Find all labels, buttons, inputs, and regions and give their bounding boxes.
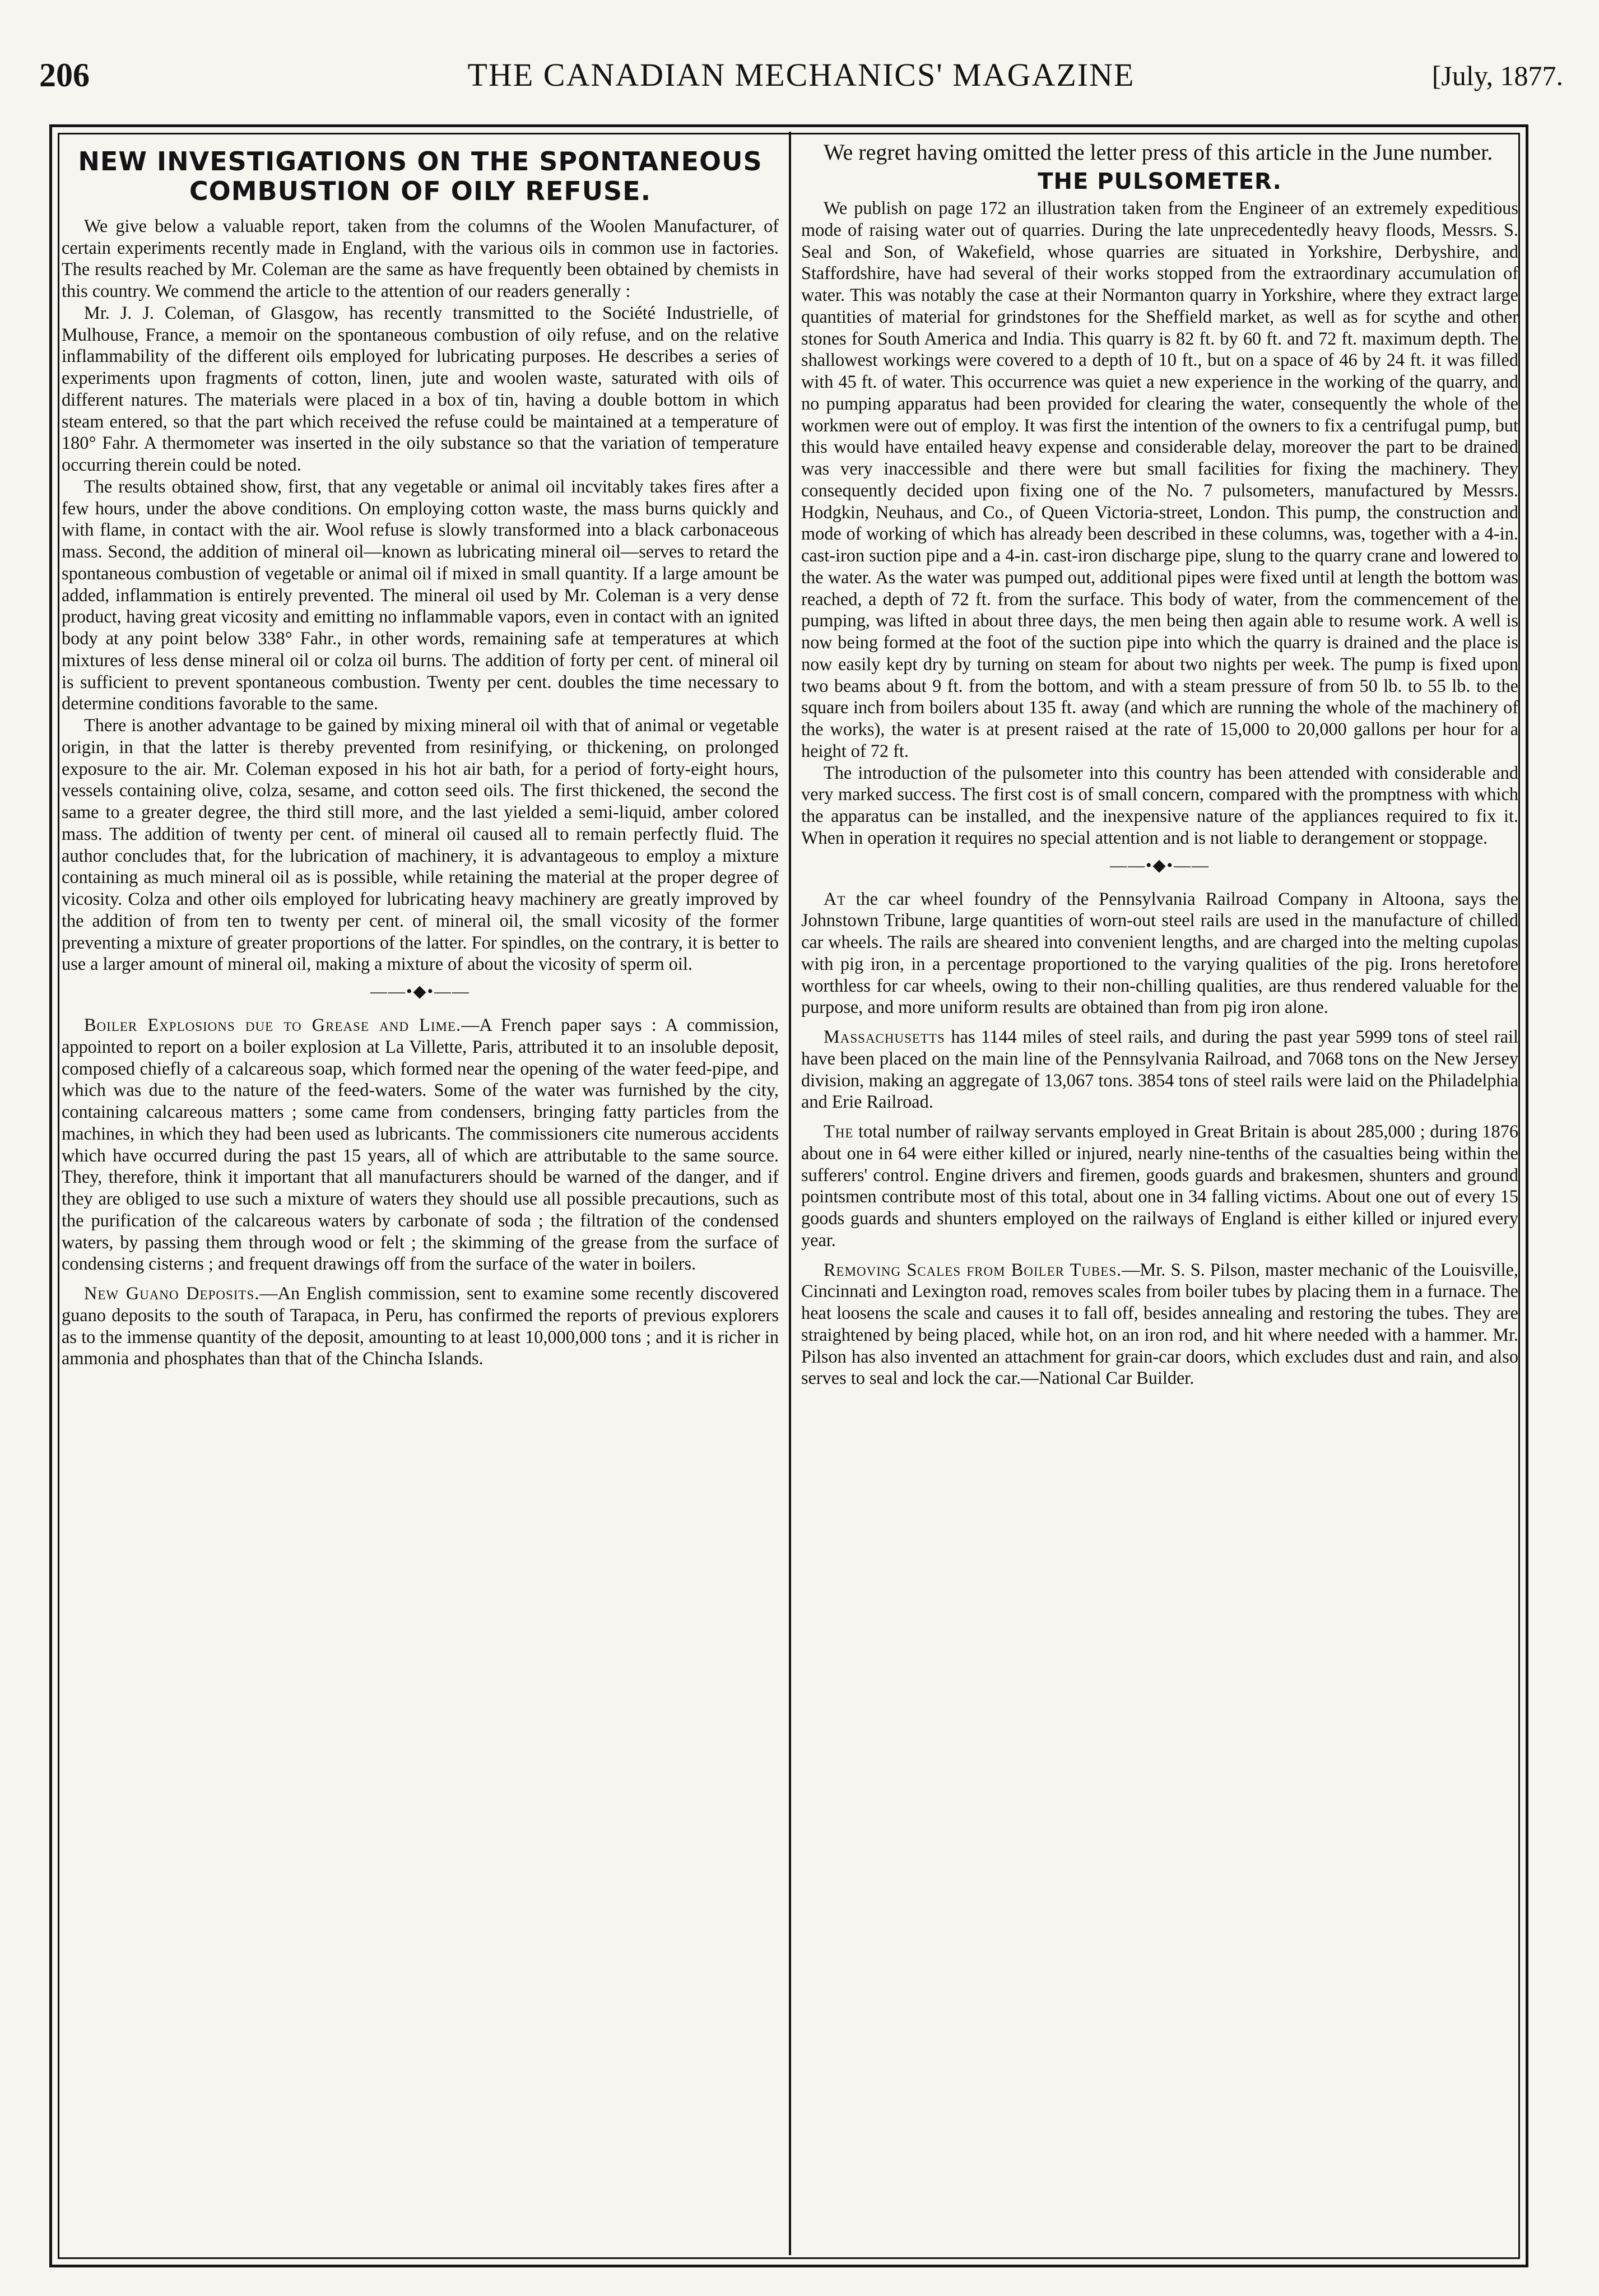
paragraph: The results obtained show, first, that any vegetable or animal oil incvitably takes fires after a few hours, under the above conditions. On employing cotton waste, the mass burns quickly and with flame, in contact with the air. Wool refuse is slowly transformed into a black carbonaceous mass. Second, the addition of mineral oil—known as lubricating mineral oil—serves to retard the spontaneous combustion of vegetable or animal oil if mixed in small quantity. If a large amount be added, inflammation is entirely prevented. The mineral oil used by Mr. Coleman is a very dense product, having great vicosity and emitting no inflammable vapors, even in contact with an ignited body at any point below 338° Fahr., in other words, remaining safe at temperatures at which mixtures of less dense mineral oil or colza oil burns. The addition of forty per cent. of mineral oil is sufficient to prevent spontaneous combustion. Twenty per cent. doubles the time necessary to determine conditions favorable to the same. (62, 476, 779, 714)
item-text: total number of railway servants employed in Great Britain is about 285,000 ; during 1876 about one in 64 were either killed or injured, nearly nine-tenths of the casualties being within the sufferers' control. Engine drivers and firemen, goods guards and brakesmen, shunters and ground pointsmen contribute most of this total, about one in 34 falling victims. About one out of every 15 goods guards and shunters employed on the railways of England is either killed or injured every year. (801, 1121, 1518, 1250)
item-text: —Mr. S. S. Pilson, master mechanic of the Louisville, Cincinnati and Lexington road, removes scales from boiler tubes by placing them in a furnace. The heat loosens the scale and causes it to fall off, besides annealing and restoring the tubes. They are straightened by being placed, while hot, on an iron rod, and hit where needed with a hammer. Mr. Pilson has also invented an attachment for grain-car doors, which excludes dust and rain, and also serves to seal and lock the car.—National Car Builder. (801, 1259, 1518, 1388)
page-number: 206 (39, 57, 90, 94)
boiler-explosions-item (62, 1014, 779, 1275)
left-column (62, 139, 779, 2251)
item-heading: Removing Scales from Boiler Tubes. (824, 1259, 1122, 1280)
item-heading: New Guano Deposits. (84, 1283, 260, 1304)
paragraph: The introduction of the pulsometer into this country has been attended with considerable and very marked success. The first cost is of small concern, compared with the promptness with which the apparatus can be installed, and the inexpensive nature of the appliances required to fix it. When in operation it requires no special attention and is not liable to derangement or stoppage. (801, 762, 1518, 848)
removing-scales-item (801, 1259, 1518, 1389)
running-title: THE CANADIAN MECHANICS' MAGAZINE (467, 57, 1135, 93)
car-wheel-item (801, 888, 1518, 1019)
right-column (801, 139, 1518, 2251)
item-heading: Boiler Explosions due to Grease and Lime. (84, 1015, 462, 1035)
article-title-pulsometer: THE PULSOMETER. (1038, 169, 1282, 194)
item-heading: The (824, 1121, 854, 1141)
editorial-note: We regret having omitted the letter press of this article in the June number. (824, 140, 1493, 165)
paragraph: Mr. J. J. Coleman, of Glasgow, has recently transmitted to the Société Industrielle, of Mulhouse, France, a memoir on the spontaneous combustion of oily refuse, and on the relative inflammability of the different oils employed for lubricating purposes. He describes a series of experiments upon fragments of cotton, linen, jute and woolen waste, saturated with oils of different natures. The materials were placed in a box of tin, having a double bottom in which steam entered, so that the part which received the refuse could be maintained at a temperature of 180° Fahr. A thermometer was inserted in the oily substance so that the variation of temperature occurring therein could be noted. (62, 302, 779, 475)
item-text: has 1144 miles of steel rails, and during the past year 5999 tons of steel rail have been placed on the main line of the Pennsylvania Railroad, and 7068 tons on the New Jersey division, making an aggregate of 13,067 tons. 3854 tons of steel rails were laid on the Philadelphia and Erie Railroad. (801, 1026, 1518, 1112)
item-heading: At (824, 888, 846, 909)
item-text: —A French paper says : A commission, appointed to report on a boiler explosion at La Villette, Paris, attributed it to an insoluble deposit, composed chiefly of a calcareous soap, which formed near the opening of the water feed-pipe, and which was due to the nature of the feed-waters. Some of the water was furnished by the city, containing calcareous matters ; some came from condensers, bringing fatty particles from the machines, in which they had been used as lubricants. The commissioners cite numerous accidents which have occurred during the past 15 years, all of which are attributable to the same source. They, therefore, think it important that all manufacturers should be warned of the danger, and if they are obliged to use such a mixture of waters they should use all possible precautions, such as the purification of the calcareous waters by carbonate of soda ; the filtration of the condensed waters, by passing them through wood or felt ; the skimming of the grease from the surface of condensing cisterns ; and frequent drawings off from the surface of the water in boilers. (62, 1015, 779, 1274)
section-ornament: ——•◆•—— (370, 982, 471, 1001)
section-ornament: ——•◆•—— (1109, 856, 1210, 875)
paragraph: We publish on page 172 an illustration taken from the Engineer of an extremely expeditious mode of raising water out of quarries. During the late unprecedentedly heavy floods, Messrs. S. Seal and Son, of Wakefield, whose quarries are situated in Yorkshire, Derbyshire, and Staffordshire, have had several of their works stopped from the extraordinary accumulation of water. This was notably the case at their Normanton quarry in Yorkshire, where they extract large quantities of material for grindstones for the Sheffield market, as well as for scythe and other stones for South America and India. This quarry is 82 ft. by 60 ft. and 72 ft. maximum depth. The shallowest workings were covered to a depth of 10 ft., but on a space of 46 by 24 ft. it was filled with 45 ft. of water. This occurrence was quiet a new experience in the working of the quarry, and no pumping apparatus had been provided for clearing the water, consequently the whole of the workmen were out of employ. It was first the intention of the owners to fix a centrifugal pump, but this would have entailed heavy expense and considerable delay, moreover the part to be drained was very inaccessible and there were but small facilities for fixing the machinery. They consequently decided upon fixing one of the No. 7 pulsometers, manufactured by Messrs. Hodgkin, Neuhaus, and Co., of Queen Victoria-street, London. This pump, the construction and mode of working of which has already been described in these columns, was, together with a 4-in. cast-iron suction pipe and a 4-in. cast-iron discharge pipe, slung to the quarry crane and lowered to the water. As the water was pumped out, additional pipes were fixed until at length the bottom was reached, a depth of 72 ft. from the surface. This body of water, from the commencement of the pumping, was lifted in about three days, the men being then again able to resume work. A well is now being formed at the foot of the suction pipe into which the quarry is drained and the place is now easily kept dry by turning on steam for about two nights per week. The pump is fixed upon two beams about 9 ft. from the bottom, and with a steam pressure of from 50 lb. to 55 lb. to the square inch from boilers about 135 ft. away (and which are running the whole of the machinery of the works), the water is at present raised at the rate of 15,000 to 20,000 gallons per hour for a height of 72 ft. (801, 198, 1518, 761)
column-divider (789, 132, 791, 2255)
issue-date: [July, 1877. (1431, 60, 1563, 91)
item-text: —An English commission, sent to examine some recently discovered guano deposits to the south of Tarapaca, in Peru, has confirmed the reports of previous explorers as to the immense quantity of the deposit, amounting to at least 10,000,000 tons ; and it is richer in ammonia and phosphates than that of the Chincha Islands. (62, 1283, 779, 1369)
item-text: the car wheel foundry of the Pennsylvania Railroad Company in Altoona, says the Johnstown Tribune, large quantities of worn-out steel rails are used in the manufacture of chilled car wheels. The rails are sheared into convenient lengths, and are charged into the melting cupolas with pig iron, in a percentage proportioned to the varying qualities of the pig. Irons heretofore worthless for car wheels, owing to their non-chilling qualities, are thus rendered valuable for the purpose, and more uniform results are obtained than from pig iron alone. (801, 888, 1518, 1017)
massachusetts-item (801, 1026, 1518, 1113)
railway-servants-item (801, 1121, 1518, 1251)
page-header (39, 56, 1563, 112)
paragraph: There is another advantage to be gained by mixing mineral oil with that of animal or vegetable origin, in that the latter is thereby prevented from resinifying, or thickening, on prolonged exposure to the air. Mr. Coleman exposed in his hot air bath, for a period of forty-eight hours, vessels containing olive, colza, sesame, and cotton seed oils. The first thickened, the second the same to a greater degree, the third still more, and the last yielded a semi-liquid, amber colored mass. The addition of twenty per cent. of mineral oil caused all to remain perfectly fluid. The author concludes that, for the lubrication of machinery, it is advantageous to employ a mixture containing as much mineral oil as is possible, while retaining the material at the proper degree of vicosity. Colza and other oils employed for lubricating heavy machinery are greatly improved by the addition of from ten to twenty per cent. of mineral oil, the small vicosity of the former preventing a mixture of greater proportions of the latter. For spindles, on the contrary, it is better to use a larger amount of mineral oil, making a mixture of about the vicosity of sperm oil. (62, 715, 779, 974)
paragraph: We give below a valuable report, taken from the columns of the Woolen Manufacturer, of certain experiments recently made in England, with the various oils in common use in factories. The results reached by Mr. Coleman are the same as have frequently been obtained by chemists in this country. We commend the article to the attention of our readers generally : (62, 215, 779, 301)
guano-deposits-item (62, 1282, 779, 1369)
article-title-spontaneous-combustion: NEW INVESTIGATIONS ON THE SPONTANEOUS COMBUSTION OF OILY REFUSE. (78, 146, 763, 206)
item-heading: Massachusetts (824, 1026, 945, 1047)
